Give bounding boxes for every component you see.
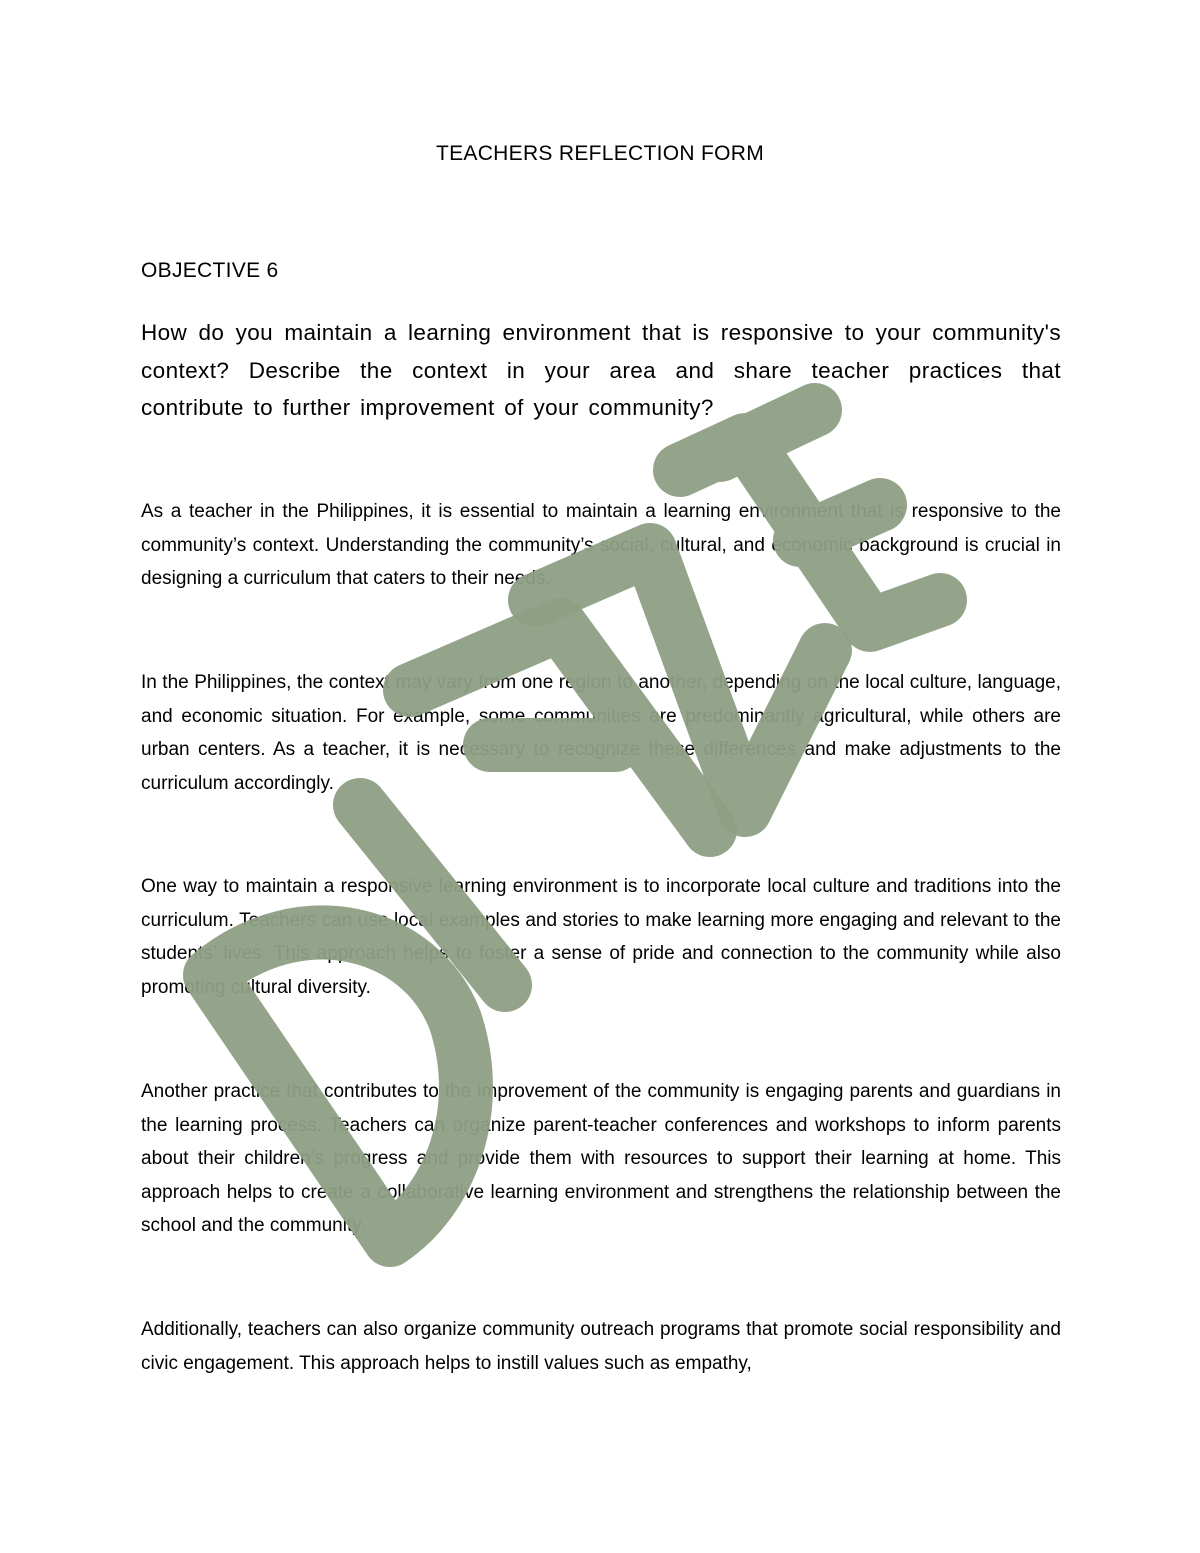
reflection-question: How do you maintain a learning environment that is responsive to your community's context? Describe the context in your area and share teacher practices that contribute to further improvement of your community? [141,320,1061,420]
objective-heading: OBJECTIVE 6 [141,259,279,282]
paragraph-5: Additionally, teachers can also organize community outreach programs that promote social responsibility and civic engagement. This approach helps to instill values such as empathy, [141,1319,1061,1374]
paragraph-1: As a teacher in the Philippines, it is essential to maintain a learning environment that is responsive to the community’s context. Understanding the community’s social, cultural, and economic background is crucial in designing a curriculum that caters to their needs. [141,501,1061,589]
paragraph-3: One way to maintain a responsive learning environment is to incorporate local culture and traditions into the curriculum. Teachers can use local examples and stories to make learning more engaging and relevant to the students’ lives. This approach helps to foster a sense of pride and connection to the community while also promoting cultural diversity. [141,876,1061,998]
paragraph-4: Another practice that contributes to the improvement of the community is engaging parents and guardians in the learning process. Teachers can organize parent-teacher conferences and workshops to inform parents about their children’s progress and provide them with resources to support their learning at home. This approach helps to create a collaborative learning environment and strengthens the relationship between the school and the community. [141,1081,1061,1236]
paragraph-2: In the Philippines, the context may vary from one region to another, depending on the local culture, language, and economic situation. For example, some communities are predominantly agricultural, while others are urban centers. As a teacher, it is necessary to recognize these differences and make adjustments to the curriculum accordingly. [141,672,1061,794]
form-title: TEACHERS REFLECTION FORM [435,142,765,165]
